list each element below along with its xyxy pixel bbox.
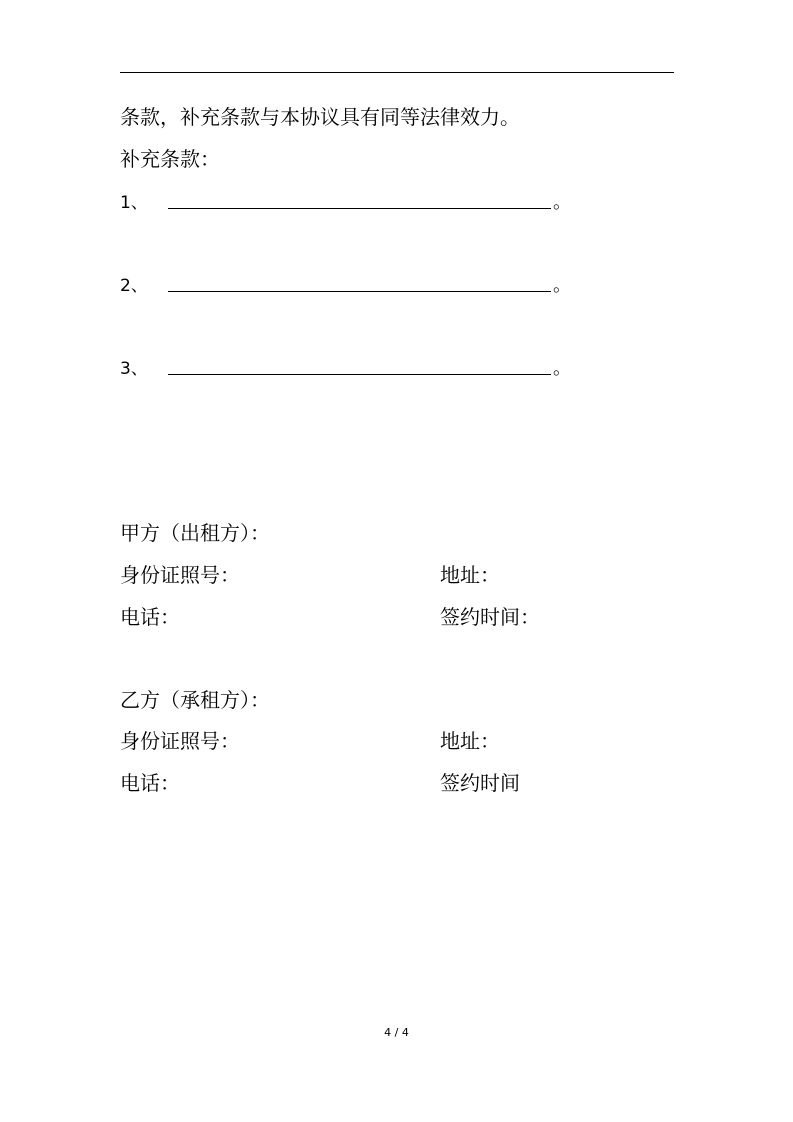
clause-blank-line bbox=[168, 374, 551, 375]
party-b-title: 乙方（承租方）： bbox=[120, 688, 270, 712]
intro-line: 条款，补充条款与本协议具有同等法律效力。 bbox=[120, 105, 520, 129]
clause-number: 3、 bbox=[120, 359, 148, 379]
party-a-phone-label: 电话： bbox=[120, 605, 180, 629]
party-a-id-label: 身份证照号： bbox=[120, 563, 240, 587]
header-rule bbox=[120, 72, 674, 73]
clause-number: 2、 bbox=[120, 276, 148, 296]
page-number: 4 / 4 bbox=[384, 1026, 409, 1039]
party-b-phone-label: 电话： bbox=[120, 771, 180, 795]
party-a-sign-date-label: 签约时间： bbox=[440, 605, 540, 629]
supplement-heading: 补充条款： bbox=[120, 147, 220, 171]
clause-end-mark: 。 bbox=[553, 358, 571, 379]
clause-2 bbox=[120, 274, 580, 298]
clause-blank-line bbox=[168, 291, 551, 292]
party-b-id-label: 身份证照号： bbox=[120, 729, 240, 753]
party-a-address-label: 地址： bbox=[440, 563, 500, 587]
clause-number: 1、 bbox=[120, 193, 148, 213]
clause-blank-line bbox=[168, 208, 551, 209]
clause-3 bbox=[120, 357, 580, 381]
party-b-sign-date-label: 签约时间 bbox=[440, 771, 520, 795]
party-b-address-label: 地址： bbox=[440, 729, 500, 753]
clause-end-mark: 。 bbox=[553, 275, 571, 296]
clause-end-mark: 。 bbox=[553, 192, 571, 213]
clause-1 bbox=[120, 191, 580, 215]
party-a-title: 甲方（出租方）： bbox=[120, 521, 270, 545]
